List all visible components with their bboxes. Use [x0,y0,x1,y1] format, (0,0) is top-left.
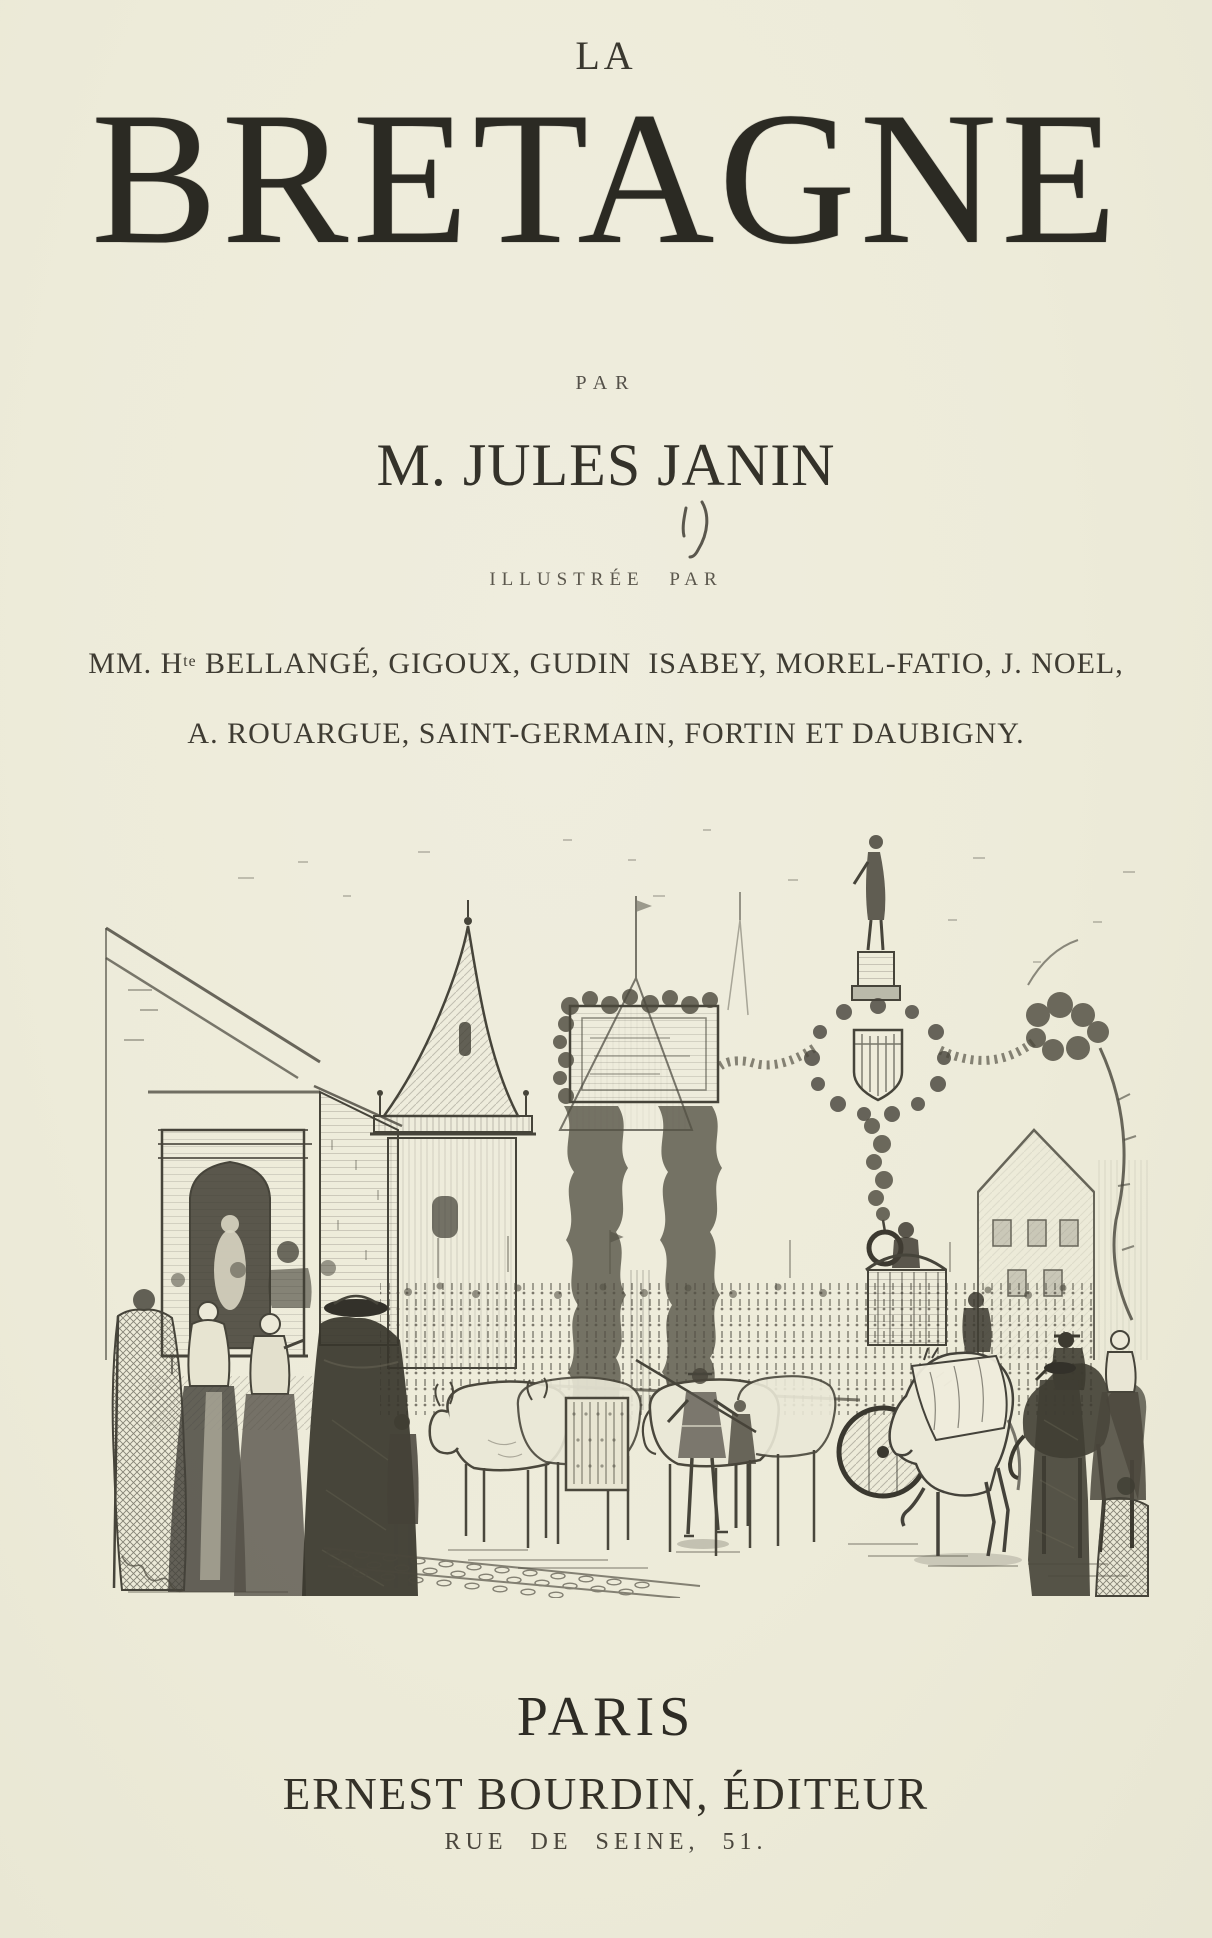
decorated-drum [566,1398,628,1490]
garland-drop [864,1118,893,1221]
illustrated-by-label: ILLUSTRÉE PAR [489,569,723,590]
illustrators-line-1 [0,649,1212,679]
canopied-cart [866,1222,946,1345]
second-woman [250,1336,289,1394]
publisher-line: ERNEST BOURDIN, ÉDITEUR [282,1769,930,1819]
handwritten-ink-mark [676,498,722,560]
child-figure [387,1434,418,1524]
illustrators-prefix: MM. H [88,647,184,680]
illustrators-superscript: te [183,652,197,670]
title-illustration [88,800,1150,1598]
right-garland-mass [1026,992,1109,1061]
city-name: PARIS [516,1686,696,1748]
publisher-address: RUE DE SEINE, 51. [444,1829,768,1855]
illustrators-line-2: A. ROUARGUE, SAINT-GERMAIN, FORTIN ET DAUBIGNY. [187,717,1025,750]
series-label: LA [575,33,637,78]
mounted-attendant [962,1308,991,1352]
sky-sketch-marks [238,830,1135,962]
author-name: M. JULES JANIN [376,432,836,498]
woman-with-bonnet [188,1320,229,1386]
illustrators-rest: BELLANGÉ, GIGOUX, GUDIN ISABEY, MOREL-FATIO, J. NOEL, [196,647,1124,680]
byline-label: PAR [575,372,637,394]
book-title: BRETAGNE [90,74,1122,284]
